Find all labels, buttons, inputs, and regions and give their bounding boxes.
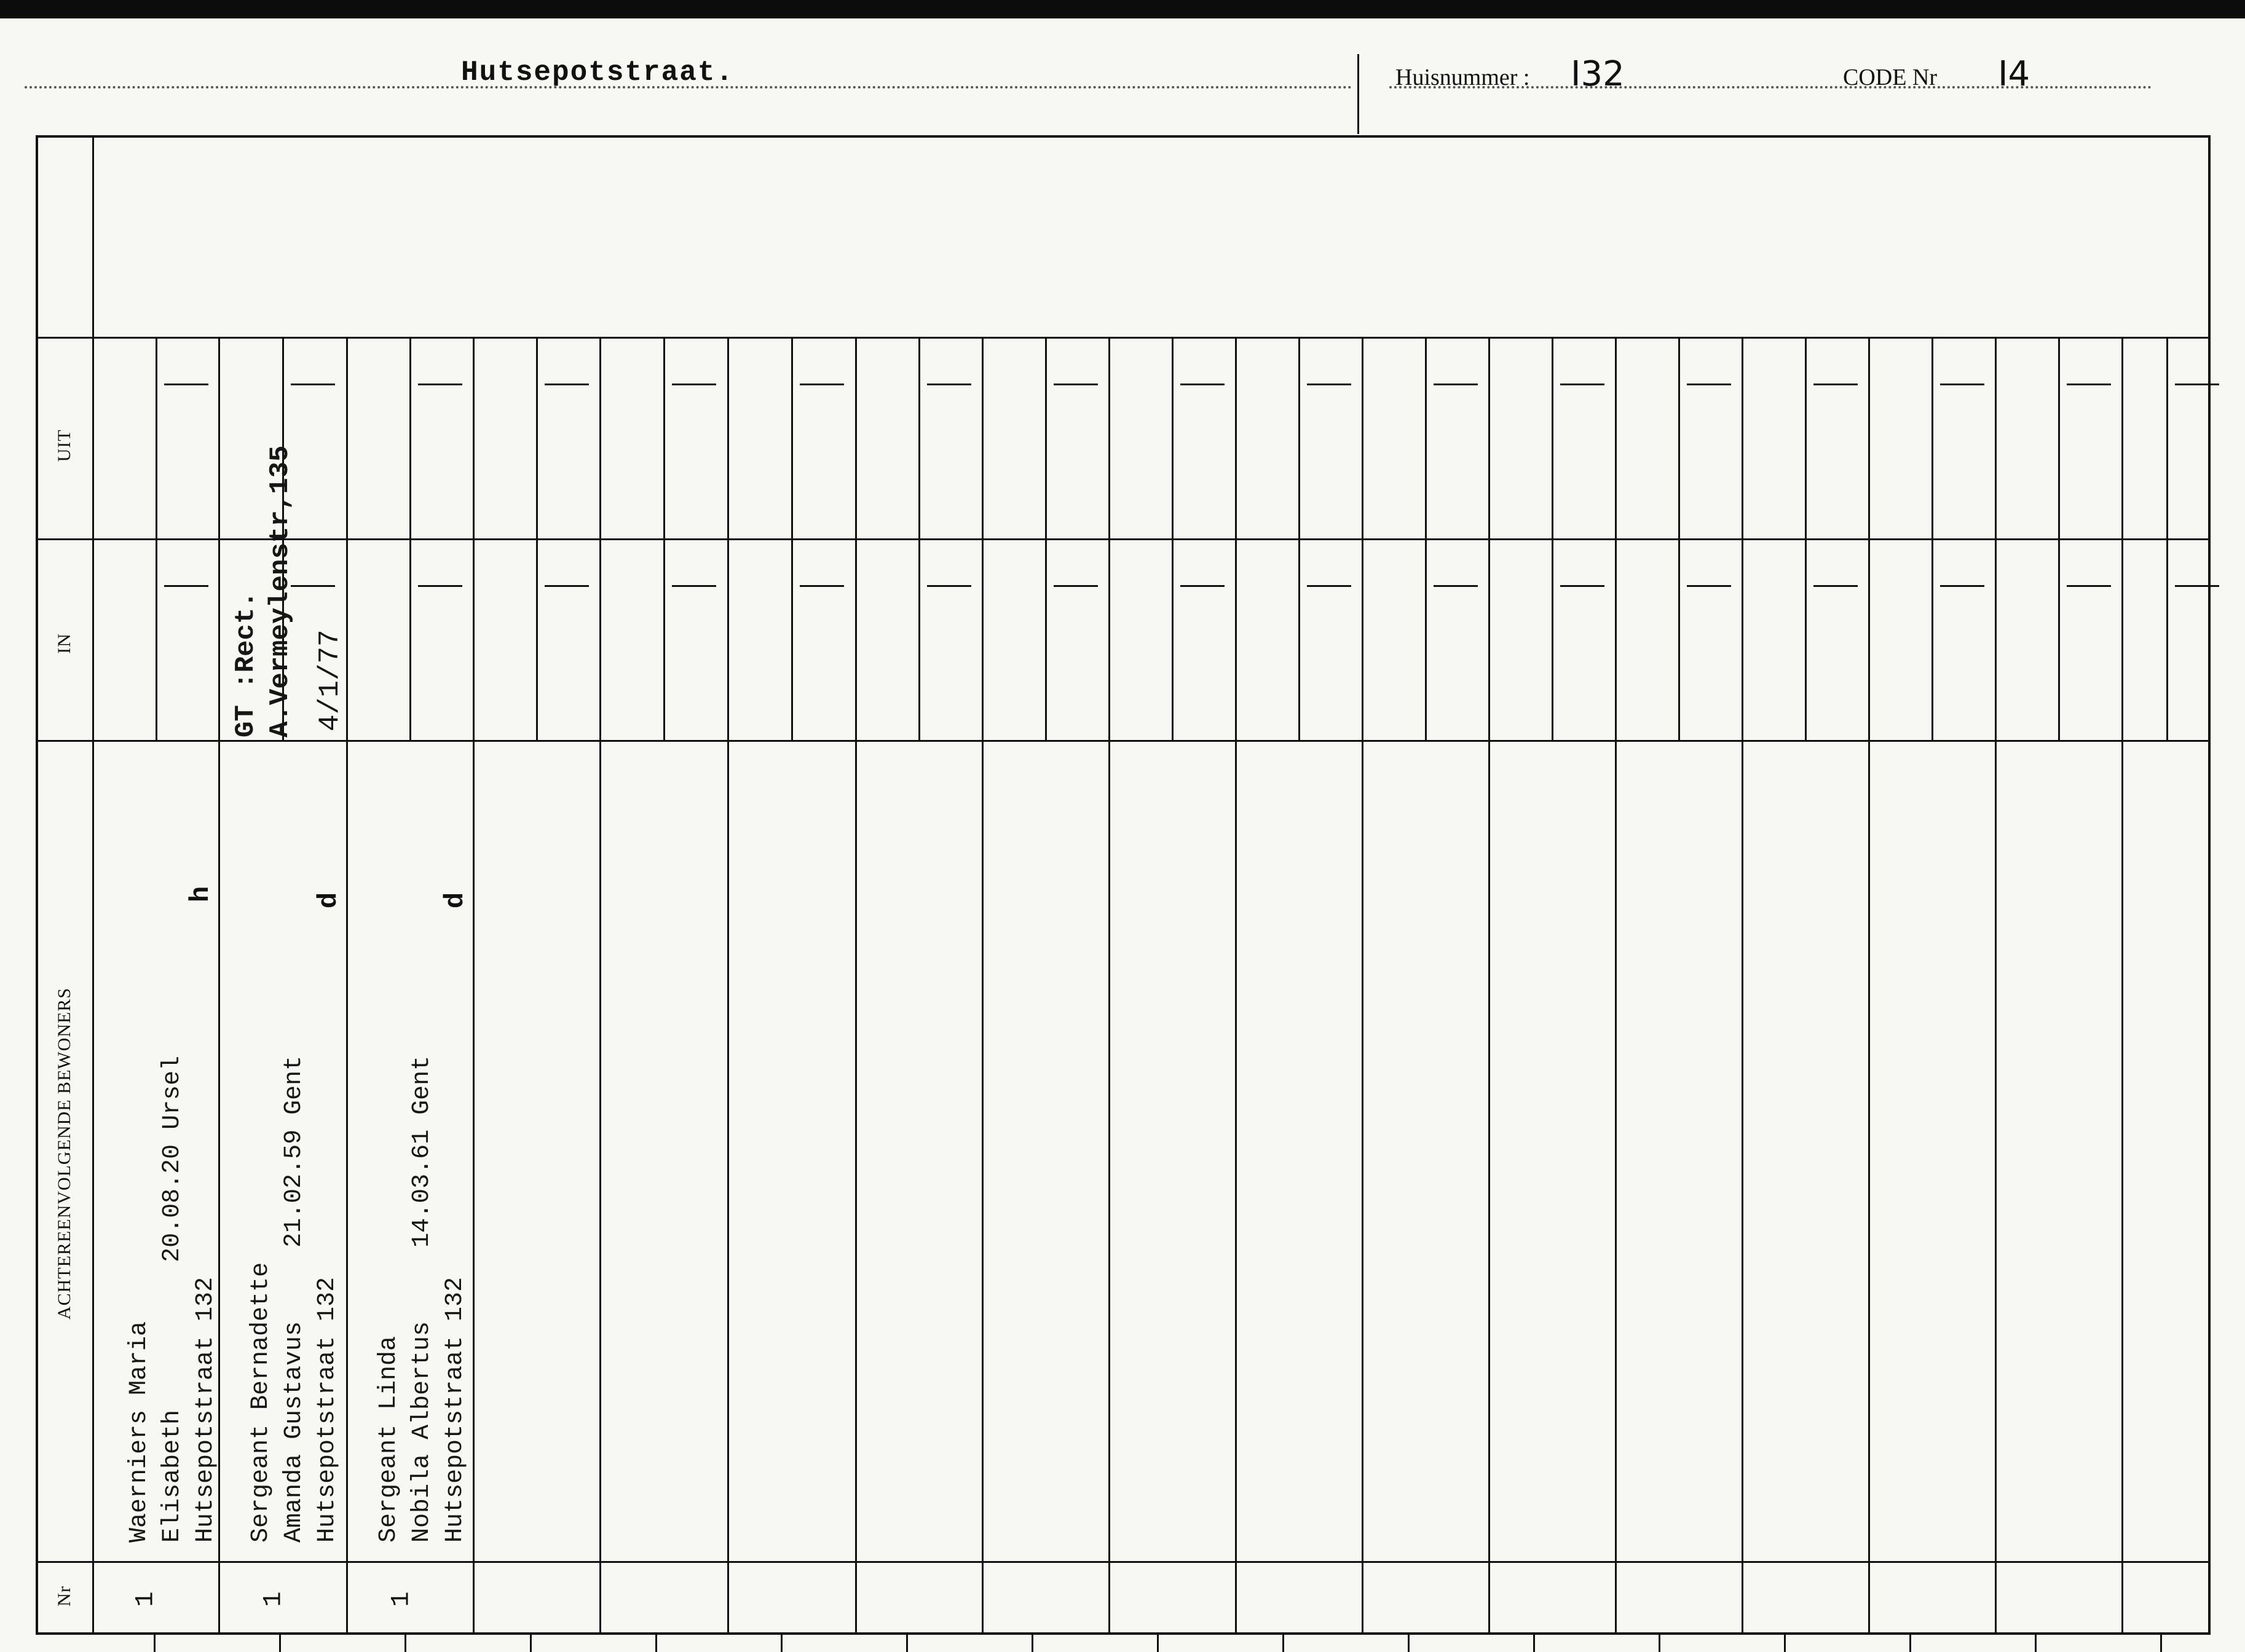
column-divider — [1488, 337, 1490, 1635]
resident-3-line-1: Sergeant Linda — [375, 1335, 403, 1543]
transfer-note-line-1: GT :Rect. — [231, 591, 261, 738]
label-column-divider — [92, 135, 94, 1635]
half-column-divider — [536, 337, 538, 740]
house-number-value: I32 — [1571, 54, 1625, 94]
empty-field-dash — [1180, 585, 1225, 587]
resident-2-mark: d — [314, 892, 345, 909]
resident-entry-2 — [245, 1056, 344, 1543]
bottom-tick — [2160, 1634, 2162, 1652]
bottom-tick — [1909, 1634, 1911, 1652]
empty-field-dash — [1434, 585, 1478, 587]
street-name: Hutsepotstraat. — [461, 57, 735, 88]
empty-field-dash — [672, 585, 716, 587]
bottom-tick — [906, 1634, 908, 1652]
bottom-tick — [1659, 1634, 1660, 1652]
column-divider — [1995, 337, 1997, 1635]
resident-3-line-2: Nobila Albertus 14.03.61 Gent — [408, 1055, 436, 1543]
half-column-divider — [1678, 337, 1680, 740]
empty-field-dash — [1687, 384, 1731, 385]
column-divider — [2121, 337, 2123, 1635]
label-residents: ACHTEREENVOLGENDE BEWONERS — [54, 987, 74, 1320]
half-column-divider — [1931, 337, 1933, 740]
register-table-frame — [36, 135, 2211, 1635]
bottom-tick — [1408, 1634, 1410, 1652]
empty-field-dash — [1813, 384, 1858, 385]
empty-field-dash — [2175, 384, 2219, 385]
resident-1-line-1: Waerniers Maria — [125, 1321, 153, 1543]
label-uit: UIT — [54, 429, 74, 462]
row-divider-in-residents — [36, 740, 2211, 742]
resident-1-nr: 1 — [130, 1591, 160, 1607]
half-column-divider — [409, 337, 411, 740]
bottom-tick — [1533, 1634, 1535, 1652]
code-value: I4 — [1998, 54, 2030, 94]
column-divider — [982, 337, 984, 1635]
empty-field-dash — [1940, 384, 1984, 385]
resident-2-line-1: Sergeant Bernadette — [247, 1262, 275, 1543]
resident-2-line-3: Hutsepotstraat 132 — [314, 1276, 341, 1543]
bottom-tick — [154, 1634, 156, 1652]
half-column-divider — [2166, 337, 2168, 740]
scan-top-edge — [0, 0, 2245, 18]
empty-field-dash — [418, 384, 462, 385]
bottom-tick — [1157, 1634, 1159, 1652]
empty-field-dash — [2175, 585, 2219, 587]
empty-field-dash — [1687, 585, 1731, 587]
resident-3-line-3: Hutsepotstraat 132 — [441, 1276, 469, 1543]
bottom-tick — [2035, 1634, 2037, 1652]
empty-field-dash — [1434, 384, 1478, 385]
resident-2-in-date: 4/1/77 — [314, 629, 346, 731]
bottom-tick — [1282, 1634, 1284, 1652]
empty-field-dash — [800, 384, 844, 385]
bottom-tick — [655, 1634, 657, 1652]
column-divider — [599, 337, 601, 1635]
column-divider — [1362, 337, 1363, 1635]
empty-field-dash — [1307, 585, 1351, 587]
house-number-label: Huisnummer : — [1395, 65, 1530, 90]
row-divider-top — [36, 337, 2211, 339]
half-column-divider — [1045, 337, 1047, 740]
column-divider — [1615, 337, 1617, 1635]
header-divider — [1357, 54, 1359, 134]
column-divider — [1108, 337, 1110, 1635]
empty-field-dash — [545, 384, 589, 385]
half-column-divider — [791, 337, 793, 740]
resident-entry-1 — [123, 1056, 223, 1543]
transfer-note — [229, 446, 298, 738]
empty-field-dash — [672, 384, 716, 385]
bottom-tick — [530, 1634, 532, 1652]
empty-field-dash — [1054, 384, 1098, 385]
empty-field-dash — [2067, 585, 2111, 587]
column-divider — [473, 337, 475, 1635]
empty-field-dash — [1940, 585, 1984, 587]
empty-field-dash — [1813, 585, 1858, 587]
label-in: IN — [54, 633, 74, 654]
resident-1-line-2: Elisabeth 20.08.20 Ursel — [159, 1055, 186, 1543]
column-divider — [1235, 337, 1237, 1635]
empty-field-dash — [164, 384, 208, 385]
empty-field-dash — [1054, 585, 1098, 587]
resident-3-mark: d — [440, 892, 471, 909]
half-column-divider — [156, 337, 157, 740]
half-column-divider — [1805, 337, 1807, 740]
resident-2-line-2: Amanda Gustavus 21.02.59 Gent — [280, 1055, 308, 1543]
half-column-divider — [663, 337, 665, 740]
half-column-divider — [2058, 337, 2060, 740]
half-column-divider — [1172, 337, 1174, 740]
column-divider — [855, 337, 857, 1635]
empty-field-dash — [1560, 384, 1604, 385]
empty-field-dash — [418, 585, 462, 587]
column-divider — [1742, 337, 1743, 1635]
empty-field-dash — [1560, 585, 1604, 587]
empty-field-dash — [927, 585, 971, 587]
half-column-divider — [918, 337, 920, 740]
resident-1-line-3: Hutsepotstraat 132 — [192, 1276, 219, 1543]
column-divider — [346, 337, 348, 1635]
transfer-note-line-2: A.Vermeylenstr,135 — [265, 445, 296, 738]
bottom-tick — [404, 1634, 406, 1652]
bottom-tick — [1032, 1634, 1033, 1652]
empty-field-dash — [2067, 384, 2111, 385]
empty-field-dash — [1180, 384, 1225, 385]
resident-3-nr: 1 — [386, 1591, 416, 1607]
column-divider — [727, 337, 729, 1635]
resident-2-nr: 1 — [258, 1591, 288, 1607]
resident-entry-3 — [373, 1056, 472, 1543]
column-divider — [1868, 337, 1870, 1635]
resident-1-mark: h — [186, 886, 217, 903]
empty-field-dash — [927, 384, 971, 385]
bottom-tick — [781, 1634, 783, 1652]
half-column-divider — [1552, 337, 1553, 740]
half-column-divider — [1425, 337, 1427, 740]
empty-field-dash — [1307, 384, 1351, 385]
label-nr: Nr — [54, 1586, 74, 1607]
empty-field-dash — [291, 384, 335, 385]
bottom-tick — [1784, 1634, 1786, 1652]
code-label: CODE Nr — [1843, 65, 1938, 90]
row-divider-residents-nr — [36, 1561, 2211, 1563]
row-divider-uit-in — [36, 538, 2211, 540]
empty-field-dash — [545, 585, 589, 587]
empty-field-dash — [800, 585, 844, 587]
bottom-tick — [279, 1634, 281, 1652]
half-column-divider — [1298, 337, 1300, 740]
empty-field-dash — [164, 585, 208, 587]
